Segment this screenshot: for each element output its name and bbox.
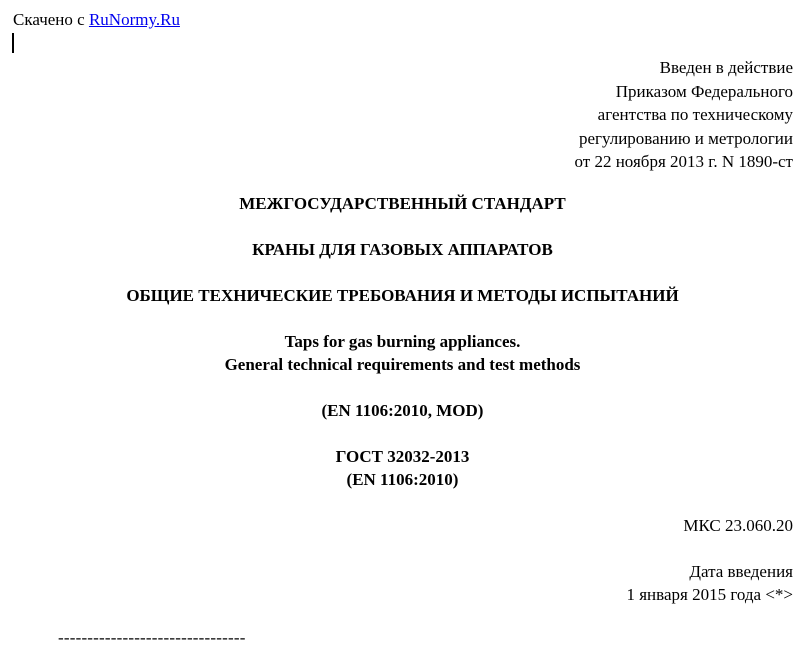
english-title <box>3 330 799 376</box>
english-title-line: Taps for gas burning appliances. <box>284 332 521 351</box>
source-prefix: Скачено с <box>13 10 89 29</box>
approval-line: Введен в действие <box>659 58 793 77</box>
approval-line: Приказом Федерального <box>615 81 793 101</box>
approval-line: регулированию и метрологии <box>578 128 793 148</box>
english-title-line: General technical requirements and test methods <box>224 355 581 374</box>
approval-block <box>575 56 794 174</box>
document-title: КРАНЫ ДЛЯ ГАЗОВЫХ АППАРАТОВ <box>252 240 553 259</box>
introduction-date-label: Дата введения <box>689 562 793 581</box>
footnote-separator: -------------------------------- <box>58 628 246 647</box>
text-cursor <box>12 33 14 53</box>
introduction-date-block <box>626 560 793 606</box>
gost-reference: (EN 1106:2010) <box>346 470 459 489</box>
mks-code: МКС 23.060.20 <box>683 516 793 535</box>
source-link[interactable]: RuNormy.Ru <box>88 10 180 29</box>
standard-type-heading: МЕЖГОСУДАРСТВЕННЫЙ СТАНДАРТ <box>239 194 566 213</box>
approval-line: от 22 ноября 2013 г. N 1890-ст <box>574 152 793 171</box>
modification-reference: (EN 1106:2010, MOD) <box>321 401 484 420</box>
source-line <box>13 10 180 30</box>
approval-line: агентства по техническому <box>597 105 793 124</box>
document-subtitle: ОБЩИЕ ТЕХНИЧЕСКИЕ ТРЕБОВАНИЯ И МЕТОДЫ ИСПЫТАНИЙ <box>126 286 679 305</box>
introduction-date-value: 1 января 2015 года <*> <box>626 585 793 604</box>
gost-number: ГОСТ 32032-2013 <box>335 447 470 466</box>
gost-designation <box>3 445 799 491</box>
